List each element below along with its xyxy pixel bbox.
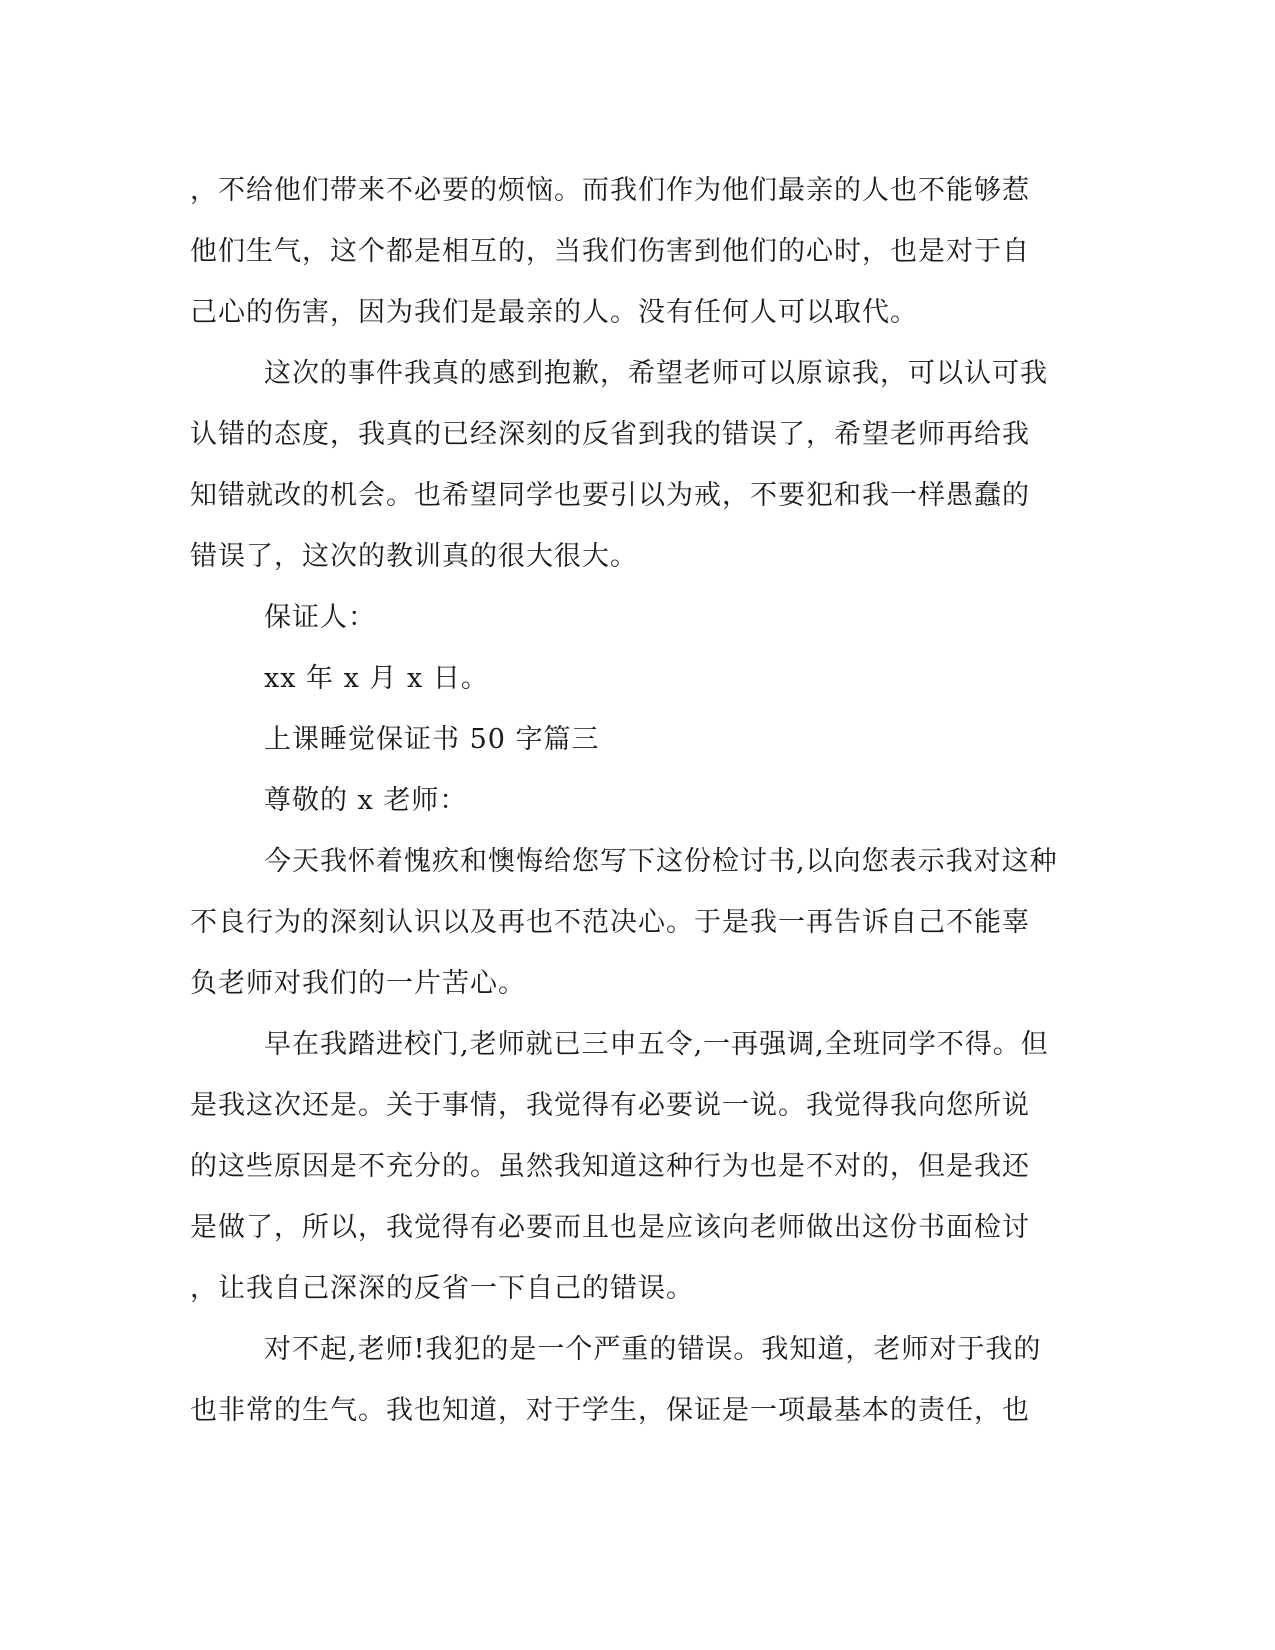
paragraph-first-line: 今天我怀着愧疚和懊悔给您写下这份检讨书,以向您表示我对这种	[264, 846, 1058, 877]
text-line: ，不给他们带来不必要的烦恼。而我们作为他们最亲的人也不能够惹	[190, 175, 1030, 206]
text-line: 他们生气，这个都是相互的，当我们伤害到他们的心时，也是对于自	[190, 236, 1030, 267]
text-line: 是做了，所以，我觉得有必要而且也是应该向老师做出这份书面检讨	[190, 1212, 1030, 1243]
guarantor-label: 保证人：	[264, 602, 376, 633]
text-line: 负老师对我们的一片苦心。	[190, 968, 526, 999]
paragraph-first-line: 早在我踏进校门,老师就已三申五令,一再强调,全班同学不得。但	[264, 1029, 1049, 1060]
paragraph-first-line: 对不起,老师!我犯的是一个严重的错误。我知道，老师对于我的	[264, 1334, 1042, 1365]
text-line: 不良行为的深刻认识以及再也不范决心。于是我一再告诉自己不能辜	[190, 907, 1030, 938]
text-line: 认错的态度，我真的已经深刻的反省到我的错误了，希望老师再给我	[190, 419, 1030, 450]
text-line: 知错就改的机会。也希望同学也要引以为戒，不要犯和我一样愚蠢的	[190, 480, 1030, 511]
text-line: ，让我自己深深的反省一下自己的错误。	[190, 1273, 694, 1304]
date-line: xx 年 x 月 x 日。	[264, 663, 489, 694]
document-body	[190, 160, 1090, 1441]
text-line: 错误了，这次的教训真的很大很大。	[190, 541, 638, 572]
section-heading: 上课睡觉保证书 50 字篇三	[264, 724, 600, 755]
paragraph-first-line: 这次的事件我真的感到抱歉，希望老师可以原谅我，可以认可我	[264, 358, 1048, 389]
text-line: 是我这次还是。关于事情，我觉得有必要说一说。我觉得我向您所说	[190, 1090, 1030, 1121]
text-line: 己心的伤害，因为我们是最亲的人。没有任何人可以取代。	[190, 297, 918, 328]
text-line: 的这些原因是不充分的。虽然我知道这种行为也是不对的，但是我还	[190, 1151, 1030, 1182]
salutation: 尊敬的 x 老师：	[264, 785, 468, 816]
text-line: 也非常的生气。我也知道，对于学生，保证是一项最基本的责任，也	[190, 1395, 1030, 1426]
